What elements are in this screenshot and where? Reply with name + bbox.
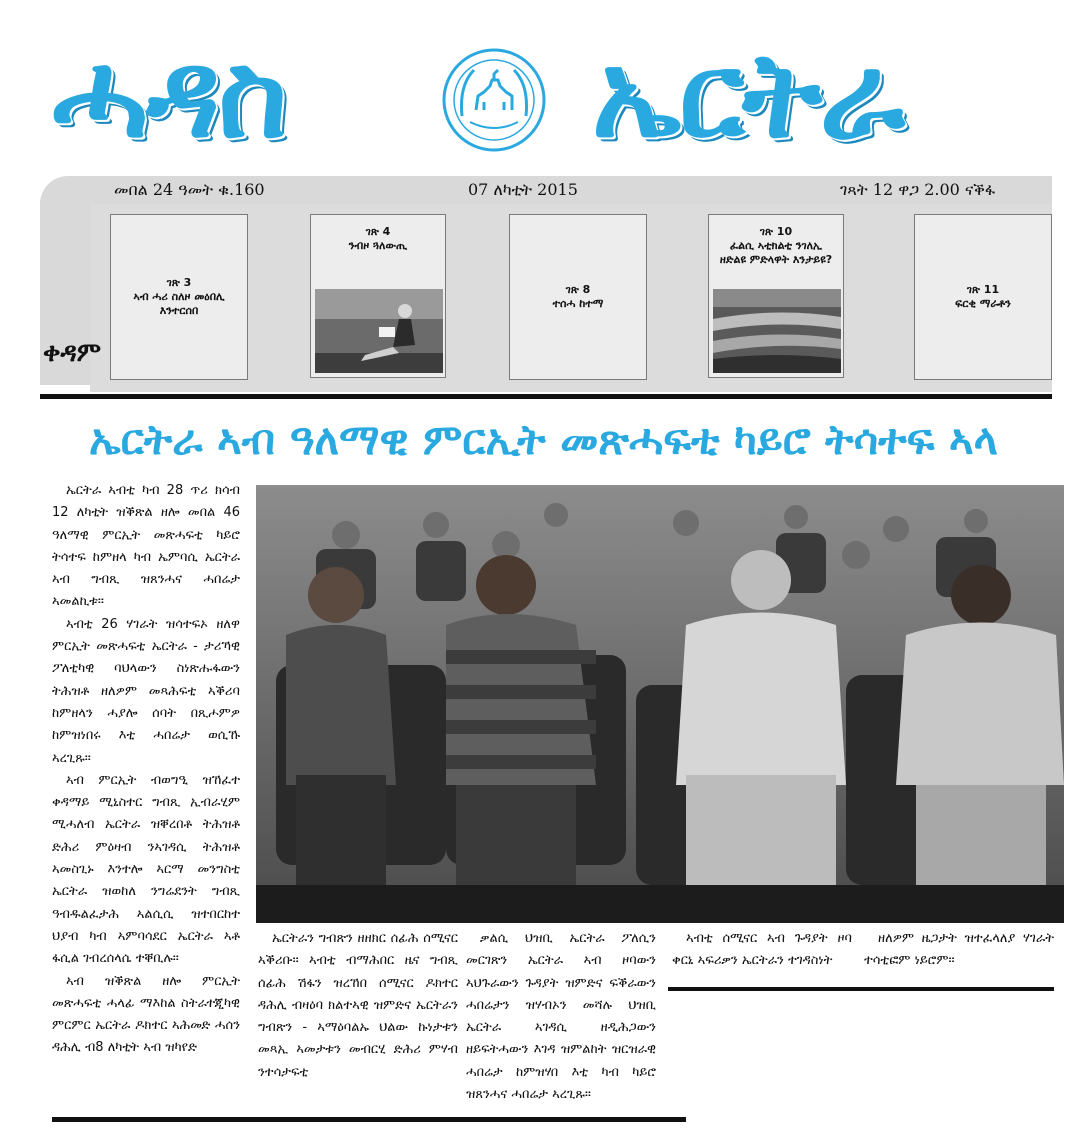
teaser-page-3[interactable] xyxy=(110,214,248,380)
headline: ኤርትራ ኣብ ዓለማዊ ምርኢት መጽሓፍቲ ካይሮ ትሳተፍ ኣላ xyxy=(89,415,998,464)
teaser-title: ፈልሲ ኣቲክልቲ ንገለኢ ዘድልዩ ምድላዋት እንታይዩ? xyxy=(719,239,833,266)
masthead xyxy=(0,0,1087,175)
emblem-icon xyxy=(440,46,548,154)
masthead-title-right: ኤርትራ xyxy=(592,26,903,164)
article-column-1 xyxy=(52,480,240,1128)
teaser-page-11[interactable] xyxy=(914,214,1052,380)
teaser-page: ገጽ 4 xyxy=(365,225,391,238)
seminar-audience-photo xyxy=(256,485,1064,923)
article-column-3 xyxy=(466,928,656,1128)
teaser-page: ገጽ 3 xyxy=(166,276,192,289)
paragraph: ኣብ ምርኢት ብወግዒ ዝኸፈተ ቀዳማይ ሚኒስተር ግብጺ ኢብራሂም ሚሓለብ ኤርትራ ዝቐረበቶ ትሕዝቶ ድሕሪ ምዕዛብ ንኣገዳሲ ትሕዝቶ ኣመስጊኑ እንተሎ ኣርማ መንግስቲ ኤርትራ ዝወከለ ንግሬደንት ግብጺ ዓብዱልፈታሕ ኣልሲሲ ዝተበርከተ ህያብ ካብ ኣምባሳደር ኤርትራ ኣቶ ፋሲል ገብረሰላሴ ተቐቢሉ። xyxy=(52,772,240,967)
article-column-5 xyxy=(864,928,1054,984)
teaser-page: ገጽ 8 xyxy=(565,283,591,296)
divider xyxy=(668,987,1054,991)
reading-woman-photo xyxy=(315,289,443,373)
teaser-page: ገጽ 11 xyxy=(966,283,1000,296)
teaser-title: ተሰሓ ከተማ xyxy=(552,297,604,310)
teaser-page: ገጽ 10 xyxy=(759,225,793,238)
issue-price: ገጻት 12 ዋጋ 2.00 ናቕፋ xyxy=(840,180,996,199)
teaser-page-4[interactable] xyxy=(310,214,446,378)
issue-band xyxy=(40,176,1052,204)
paragraph: ኤርትራን ግብጽን ዘዘክር ሰፊሕ ሰሚናር ኣቕሪቡ። ኣብቲ ብማሕበር ዜና ግብጺ ሰፊሕ ሽፋን ዝረኸበ ሰሚናር ዶክተር ዳሕሊ ብዛዕባ ክልተኣዊ ዝምድና ኤርትራን ግብጽን - ኣማዕባልኡ ህልው ኩነታቱን መጻኢ ኣመታቱን መብርሂ ድሕሪ ምሃብ ንተሳታፍቲ xyxy=(258,931,458,1080)
paragraph: ኤርትራ ኣብቲ ካብ 28 ጥሪ ክሳብ 12 ለካቲት ዝቕጽል ዘሎ መበል 46 ዓለማዊ ምርኢት መጽሓፍቲ ካይሮ ትሳተፍ ከምዘላ ካብ ኤምባሲ ኤርትራ ኣብ ግብጺ ዝጸንሓና ሓበሬታ ኣመልኪቱ። xyxy=(52,483,240,610)
issue-date: 07 ለካቲት 2015 xyxy=(468,180,578,199)
paragraph: ዘለዎም ዜጋታት ዝተፈላለያ ሃገራት ተሳቲፎም ነይሮም። xyxy=(864,931,1054,969)
teaser-page-8[interactable] xyxy=(509,214,647,380)
masthead-title-left: ሓዳስ xyxy=(52,26,286,164)
divider xyxy=(52,1117,686,1122)
divider xyxy=(40,394,1052,399)
section-label: ቀዳም xyxy=(43,338,101,368)
paragraph: ኣብቲ ሰሚናር ኣብ ጉዳያት ዞባ ቀርኒ ኣፍሪቃን ኤርትራን ተገዳስነት xyxy=(672,931,852,969)
article-column-2 xyxy=(258,928,458,1128)
teaser-title: ፍርቂ ማራቶን xyxy=(955,297,1011,310)
paragraph: ኣብ ዝቕጽል ዘሎ ምርኢት መጽሓፍቲ ሓላፊ ማእከል ስትራተጂካዊ ምርምር ኤርትራ ዶክተር ኣሕመድ ሓሰን ዳሕሊ ብ8 ለካቲት ኣብ ዝካየድ xyxy=(52,973,240,1056)
teaser-page-10[interactable] xyxy=(708,214,844,378)
teaser-title: ንብዞ ጓለውጢ xyxy=(348,239,408,252)
paragraph: ቃልሲ ህዝቢ ኤርትራ ፖለሲን መርገጽን ኤርትራ ኣብ ዞባውን ኣህጉራውን ጉዳያት ዝምድና ፍቕራውን ሓበሬታን ዝሃብኦን መሻሉ ህዝቢ ኤርትራ ኣገዳሲ ዘዲሕጋውን ዘይፍትሓውን እገዳ ዝምልከት ዝርዝራዊ ሓበሬታ ከምዝሃበ እቲ ካብ ካይሮ ዝጸንሓና ሓበሬታ ኣረጊጹ። xyxy=(466,931,656,1103)
issue-volume: መበል 24 ዓመት ቁ.160 xyxy=(114,180,265,199)
nursery-photo xyxy=(713,289,841,373)
article-column-4 xyxy=(672,928,852,984)
paragraph: ኣብቲ 26 ሃገራት ዝሳተፍኦ ዘለዋ ምርኢት መጽሓፍቲ ኤርትራ - ታሪኻዊ ፖለቲካዊ ባህላውን ስነጽሑፋውን ትሕዝቶ ዘለዎም መጻሕፍቲ ኣቕሪባ ከምዘላን ሓያሎ ሰባት በጺሖምዎ ከምዝነበሩ እቲ ሓበሬታ ወሲኹ ኣረጊጹ። xyxy=(52,616,240,766)
teaser-title: ኣብ ሓሪ ስለዞ መዕበሊ እንተርሰበ xyxy=(133,290,225,317)
